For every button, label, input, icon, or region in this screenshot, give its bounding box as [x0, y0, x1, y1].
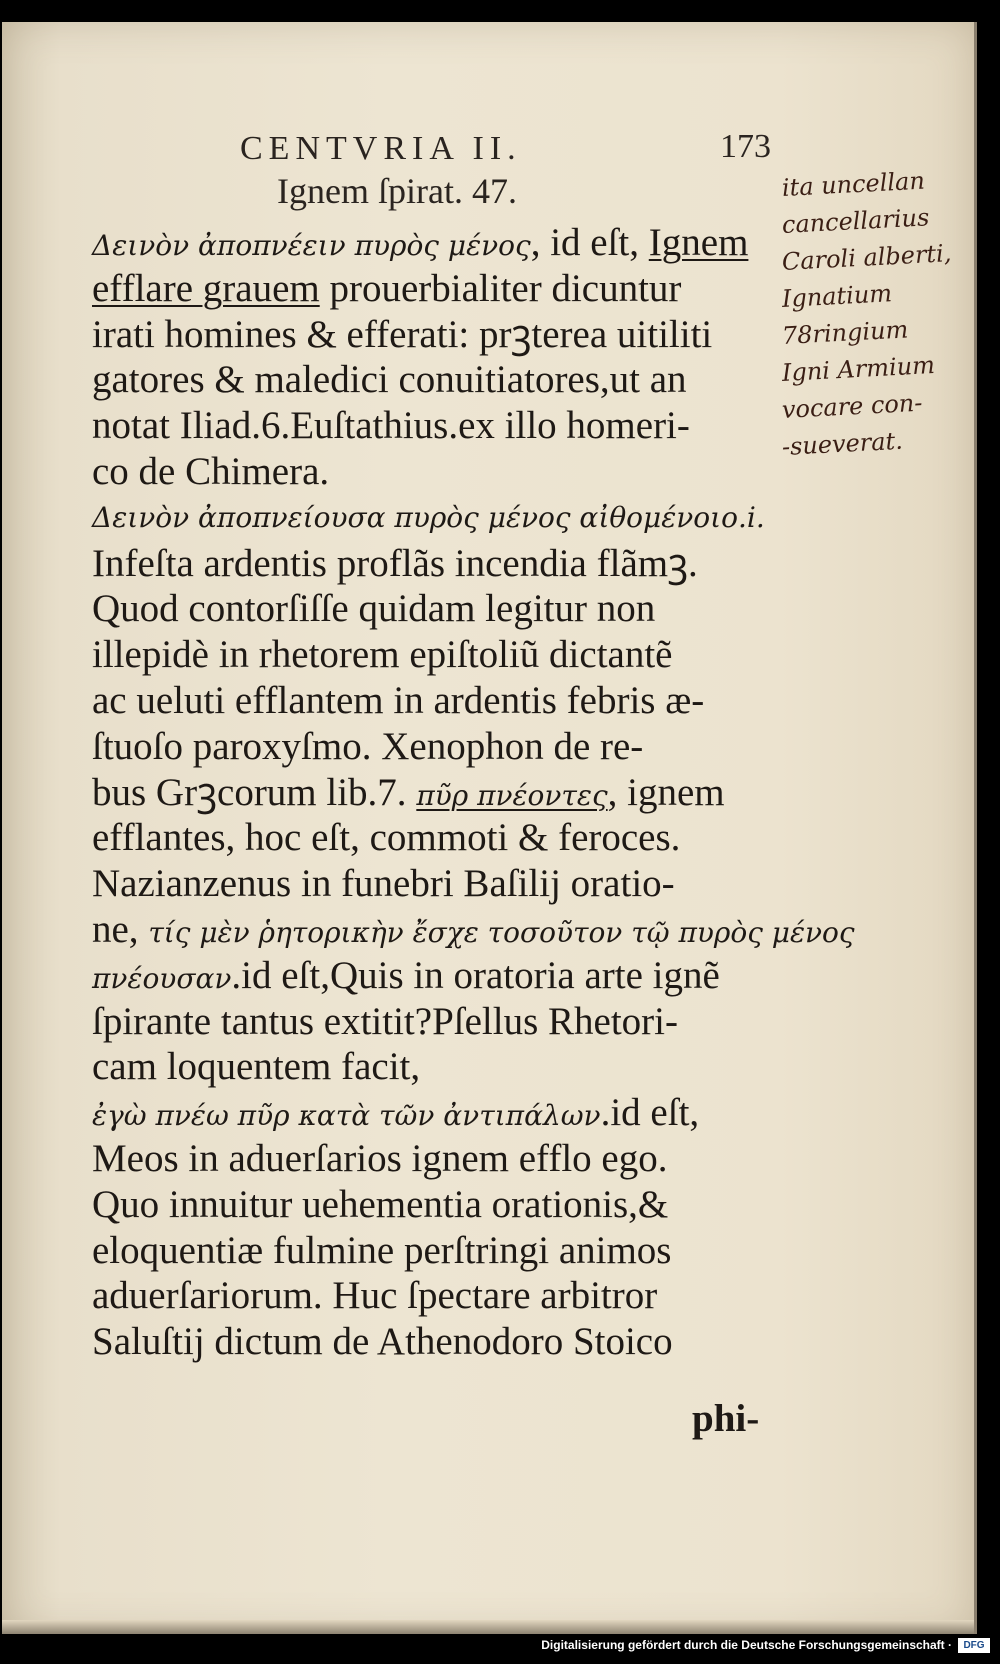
marginal-note-line: cancellarius: [781, 203, 930, 239]
marginal-note-line: Ignatium: [781, 279, 893, 313]
text-line: Saluſtij dictum de Athenodoro Stoico: [92, 1320, 673, 1364]
greek-verse-line: Δεινὸν ἀποπνείουσα πυρὸς μένος αἰθομένοιο.i.: [92, 500, 765, 534]
footer-bar: [0, 1636, 1000, 1658]
text-line: aduerſariorum. Huc ſpectare arbitror: [92, 1274, 658, 1318]
handwritten-marginalia: [781, 166, 974, 466]
text-line: Quo innuitur uehementia orationis,&: [92, 1182, 669, 1226]
text-line: efflare grauem prouerbialiter dicuntur: [92, 266, 682, 310]
dfg-logo: DFG: [958, 1638, 990, 1653]
text-line: efflantes, hoc eſt, commoti & feroces.: [92, 816, 681, 860]
text-line: gatores & maledici conuitiatores,ut an: [92, 358, 687, 402]
page-edge: [2, 1620, 974, 1634]
catchword: phi-: [692, 1397, 760, 1440]
text-line: Meos in aduerſarios ignem efflo ego.: [92, 1136, 668, 1180]
text-line: bus Grꝫcorum lib.7. πῦρ πνέοντες, ignem: [92, 770, 725, 814]
running-head-title: CENTVRIA II.: [240, 130, 522, 167]
running-head: [2, 114, 974, 167]
greek-phrase: τίς μὲν ῥητορικὴν ἔσχε τοσοῦτον τῷ πυρὸς μένος: [148, 915, 855, 949]
text-line: cam loquentem facit,: [92, 1045, 421, 1089]
text-line: eloquentiæ fulmine perſtringi animos: [92, 1228, 672, 1272]
page-number: 173: [720, 128, 771, 165]
text-line: Δεινὸν ἀποπνέειν πυρὸς μένος, id eſt, Ignem: [92, 221, 749, 264]
text-line: ἐγὼ πνέω πῦρ κατὰ τῶν ἀντιπάλων.id eſt,: [92, 1091, 700, 1135]
text-line: ne, τίς μὲν ῥητορικὴν ἔσχε τοσοῦτον τῷ πυρὸς μένος: [92, 907, 855, 951]
greek-phrase: πνέουσαν: [92, 961, 232, 995]
greek-phrase: πῦρ πνέοντες: [416, 778, 608, 812]
section-title: Ignem ſpirat. 47.: [277, 171, 517, 211]
greek-phrase: Δεινὸν ἀποπνέειν πυρὸς μένος: [92, 229, 531, 262]
underlined-phrase: Ignem: [648, 221, 749, 264]
text-line: Infeſta ardentis proflãs incendia flãmꝫ.: [92, 541, 698, 585]
text-line: ac ueluti efflantem in ardentis febris æ-: [92, 678, 705, 722]
book-page: [2, 22, 977, 1634]
marginal-note-line: Igni Armium: [781, 351, 936, 387]
text-line: co de Chimera.: [92, 449, 330, 493]
text-line: ſtuoſo paroxyſmo. Xenophon de re-: [92, 724, 644, 768]
greek-phrase: ἐγὼ πνέω πῦρ κατὰ τῶν ἀντιπάλων: [92, 1099, 601, 1133]
text-line: illepidè in rhetorem epiſtoliũ dictantẽ: [92, 633, 673, 677]
marginal-note-line: Caroli alberti,: [781, 239, 953, 276]
text-line: irati homines & efferati: prꝫterea uitiliti: [92, 312, 713, 356]
funding-credit: Digitalisierung gefördert durch die Deutsche Forschungsgemeinschaft ·: [541, 1638, 952, 1652]
marginal-note-line: -sueverat.: [781, 426, 904, 461]
marginal-note-line: vocare con-: [781, 388, 924, 424]
text-line: Quod contorſiſſe quidam legitur non: [92, 587, 656, 631]
marginal-note-line: 78ringium: [781, 315, 909, 350]
text-line: notat Iliad.6.Euſtathius.ex illo homeri-: [92, 404, 690, 448]
text-line: ſpirante tantus extitit?Pſellus Rhetori-: [92, 999, 678, 1043]
marginal-note-line: ita uncellan: [781, 166, 926, 202]
underlined-phrase: efflare grauem: [92, 266, 320, 310]
text-line: Nazianzenus in funebri Baſilij oratio-: [92, 862, 675, 906]
text-line: πνέουσαν.id eſt,Quis in oratoria arte ignẽ: [92, 953, 720, 997]
